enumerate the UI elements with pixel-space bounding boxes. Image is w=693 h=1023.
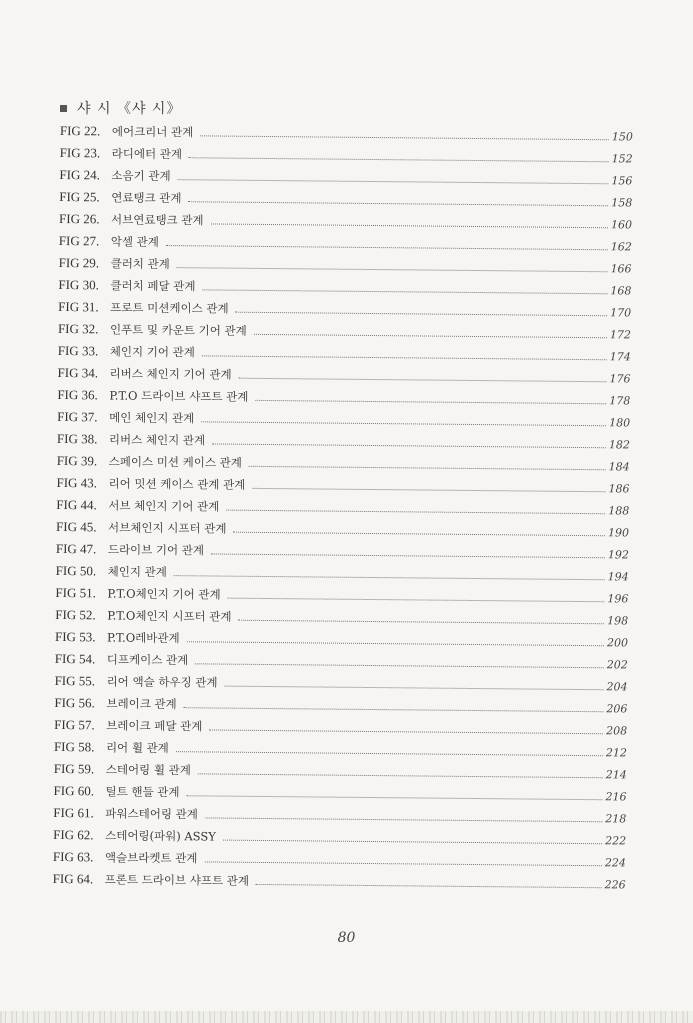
dot-leader (211, 222, 608, 228)
toc-entry-title: 디프케이스 관계 (106, 652, 189, 668)
dot-leader (176, 750, 603, 756)
toc-page-number: 162 (610, 240, 632, 254)
dot-leader (205, 816, 602, 822)
toc-entry-title: 스테어링(파워) ASSY (105, 828, 216, 844)
toc-page-number: 186 (608, 482, 630, 496)
toc-page-number: 176 (609, 372, 631, 386)
toc-figure-number: FIG 59. (53, 760, 95, 777)
toc-entry-title: 클러치 페달 관계 (110, 278, 196, 294)
toc-page-number: 156 (611, 174, 633, 188)
toc-entry-title: 서브체인지 시프터 관계 (108, 520, 227, 536)
toc-page-number: 218 (605, 812, 627, 826)
toc-figure-number: FIG 64. (52, 870, 94, 887)
toc-entry-title: 리어 휠 관계 (105, 740, 169, 756)
toc-figure-number: FIG 24. (59, 166, 101, 183)
toc-page-number: 172 (609, 328, 632, 342)
dot-leader (189, 156, 609, 162)
dot-leader (204, 860, 601, 866)
toc-entry-title: 드라이브 기어 관계 (107, 542, 205, 558)
toc-page-number: 202 (606, 658, 628, 672)
scan-edge-artifact (0, 1011, 693, 1023)
toc-figure-number: FIG 39. (56, 452, 98, 469)
toc-entry-title: 액슬브라켓트 관계 (104, 850, 198, 866)
toc-entry-title: 틸트 핸들 관계 (105, 784, 180, 800)
toc-entry-title: P.T.O체인지 시프터 관계 (107, 608, 232, 624)
dot-leader (211, 552, 605, 558)
dot-leader (256, 883, 602, 888)
toc-entry-title: 라디에터 관계 (111, 146, 183, 162)
toc-figure-number: FIG 58. (53, 738, 95, 755)
dot-leader (195, 662, 604, 668)
toc-figure-number: FIG 55. (54, 672, 96, 689)
toc-entry-title: 리버스 체인지 관계 (108, 432, 206, 448)
dot-leader (200, 134, 609, 140)
toc-figure-number: FIG 62. (53, 826, 94, 843)
toc-entry-title: P.T.O레바관계 (106, 630, 180, 646)
square-bullet-icon (60, 105, 67, 112)
toc-page-number: 166 (610, 262, 632, 276)
toc-entry-title: 프론트 드라이브 샤프트 관계 (104, 872, 250, 888)
toc-figure-number: FIG 52. (55, 606, 96, 623)
toc-figure-number: FIG 51. (55, 584, 96, 601)
dot-leader (223, 839, 602, 845)
toc-entry-title: 브레이크 관계 (106, 696, 177, 712)
toc-figure-number: FIG 34. (57, 364, 99, 381)
toc-figure-number: FIG 32. (57, 320, 99, 337)
toc-page-number: 180 (609, 416, 631, 430)
dot-leader (212, 442, 606, 448)
dot-leader (202, 354, 607, 360)
dot-leader (226, 509, 605, 515)
toc-entry-title: 악셀 관계 (110, 234, 159, 249)
toc-figure-number: FIG 44. (56, 496, 97, 513)
toc-figure-number: FIG 27. (58, 232, 100, 249)
toc-page-number: 216 (605, 790, 627, 804)
toc-entry-title: 스페이스 미션 케이스 관계 (108, 454, 242, 470)
toc-page-number: 212 (605, 746, 628, 760)
dot-leader (239, 619, 605, 625)
toc-figure-number: FIG 54. (54, 650, 96, 667)
dot-leader (252, 487, 605, 492)
toc-entry-title: 메인 체인지 관계 (109, 410, 195, 426)
toc-page-number: 150 (611, 130, 633, 144)
table-of-contents (53, 120, 632, 895)
dot-leader (198, 772, 603, 778)
toc-figure-number: FIG 60. (53, 782, 95, 799)
dot-leader (209, 728, 603, 734)
dot-leader (187, 640, 604, 646)
toc-figure-number: FIG 33. (57, 342, 99, 359)
toc-entry-title: 서브 체인지 기어 관계 (108, 498, 220, 514)
toc-page-number: 168 (610, 284, 632, 298)
toc-figure-number: FIG 30. (58, 276, 99, 293)
toc-figure-number: FIG 43. (56, 474, 98, 491)
toc-entry-title: 서브연료탱크 관계 (110, 212, 204, 228)
toc-entry-title: 프로트 미션케이스 관계 (110, 300, 229, 316)
dot-leader (201, 420, 606, 426)
toc-entry-title: 인푸트 및 카운트 기어 관계 (109, 322, 247, 338)
toc-page-number: 190 (608, 526, 630, 540)
dot-leader (236, 311, 608, 317)
toc-entry-title: 스테어링 휠 관계 (105, 762, 191, 778)
dot-leader (254, 333, 607, 338)
toc-page-number: 178 (609, 394, 631, 408)
page-number: 80 (337, 930, 356, 946)
dot-leader (186, 794, 602, 800)
toc-page-number: 196 (607, 592, 629, 606)
toc-page-number: 206 (606, 702, 628, 716)
dot-leader (177, 266, 608, 272)
toc-page-number: 188 (608, 504, 630, 518)
dot-leader (233, 531, 605, 537)
toc-page-number: 208 (606, 724, 628, 738)
dot-leader (249, 465, 606, 470)
toc-figure-number: FIG 47. (55, 540, 97, 557)
toc-figure-number: FIG 53. (54, 628, 96, 645)
toc-figure-number: FIG 36. (57, 386, 98, 403)
toc-entry-title: P.T.O체인지 기어 관계 (107, 586, 221, 602)
dot-leader (166, 244, 608, 250)
section-header (60, 98, 181, 118)
toc-page-number: 184 (608, 460, 630, 474)
toc-page-number: 200 (606, 636, 629, 650)
dot-leader (255, 399, 606, 404)
dot-leader (239, 377, 607, 383)
toc-page-number: 194 (607, 570, 629, 584)
toc-entry-title: 리어 액슬 하우징 관계 (106, 674, 218, 690)
toc-figure-number: FIG 57. (54, 716, 95, 733)
toc-entry-title: 체인지 관계 (107, 564, 167, 580)
dot-leader (228, 597, 605, 603)
toc-page-number: 158 (611, 196, 633, 210)
toc-page-number: 198 (607, 614, 629, 628)
toc-page-number: 170 (610, 306, 632, 320)
toc-figure-number: FIG 31. (58, 298, 99, 315)
toc-page-number: 192 (607, 548, 629, 562)
toc-figure-number: FIG 38. (56, 430, 98, 447)
toc-page-number: 224 (604, 856, 626, 870)
toc-figure-number: FIG 29. (58, 254, 100, 271)
section-title: 샤 시 《샤 시》 (77, 101, 182, 117)
toc-page-number: 174 (609, 350, 631, 364)
toc-entry-title: P.T.O 드라이브 샤프트 관계 (109, 388, 249, 404)
toc-page-number: 160 (610, 218, 633, 232)
toc-page-number: 222 (605, 834, 627, 848)
toc-page-number: 226 (604, 878, 626, 892)
toc-figure-number: FIG 25. (59, 188, 100, 205)
dot-leader (202, 288, 607, 294)
toc-page-number: 182 (608, 438, 630, 452)
toc-figure-number: FIG 63. (52, 848, 94, 865)
toc-page-number: 152 (611, 152, 633, 166)
toc-figure-number: FIG 37. (57, 408, 98, 425)
dot-leader (174, 574, 605, 580)
toc-entry-title: 리어 밋션 케이스 관계 관계 (108, 476, 246, 492)
dot-leader (189, 200, 609, 206)
toc-figure-number: FIG 22. (59, 122, 101, 139)
dot-leader (225, 685, 604, 691)
toc-figure-number: FIG 45. (56, 518, 97, 535)
toc-entry-title: 에어크리너 관계 (111, 124, 194, 140)
toc-entry-title: 체인지 기어 관계 (109, 344, 195, 360)
toc-figure-number: FIG 26. (58, 210, 100, 227)
toc-page-number: 214 (605, 768, 627, 782)
toc-figure-number: FIG 61. (53, 804, 94, 821)
toc-entry (53, 868, 625, 895)
toc-figure-number: FIG 23. (59, 144, 101, 161)
toc-figure-number: FIG 50. (55, 562, 97, 579)
toc-entry-title: 파워스테어링 관계 (105, 806, 198, 822)
toc-entry-title: 소음기 관계 (111, 168, 171, 184)
toc-page-number: 204 (606, 680, 628, 694)
dot-leader (178, 178, 609, 184)
toc-entry-title: 클러치 관계 (110, 256, 170, 272)
dot-leader (184, 706, 604, 712)
toc-entry-title: 브레이크 페달 관계 (106, 718, 203, 734)
toc-entry-title: 연료탱크 관계 (111, 190, 182, 206)
toc-entry-title: 리버스 체인지 기어 관계 (109, 366, 232, 382)
toc-figure-number: FIG 56. (54, 694, 95, 711)
